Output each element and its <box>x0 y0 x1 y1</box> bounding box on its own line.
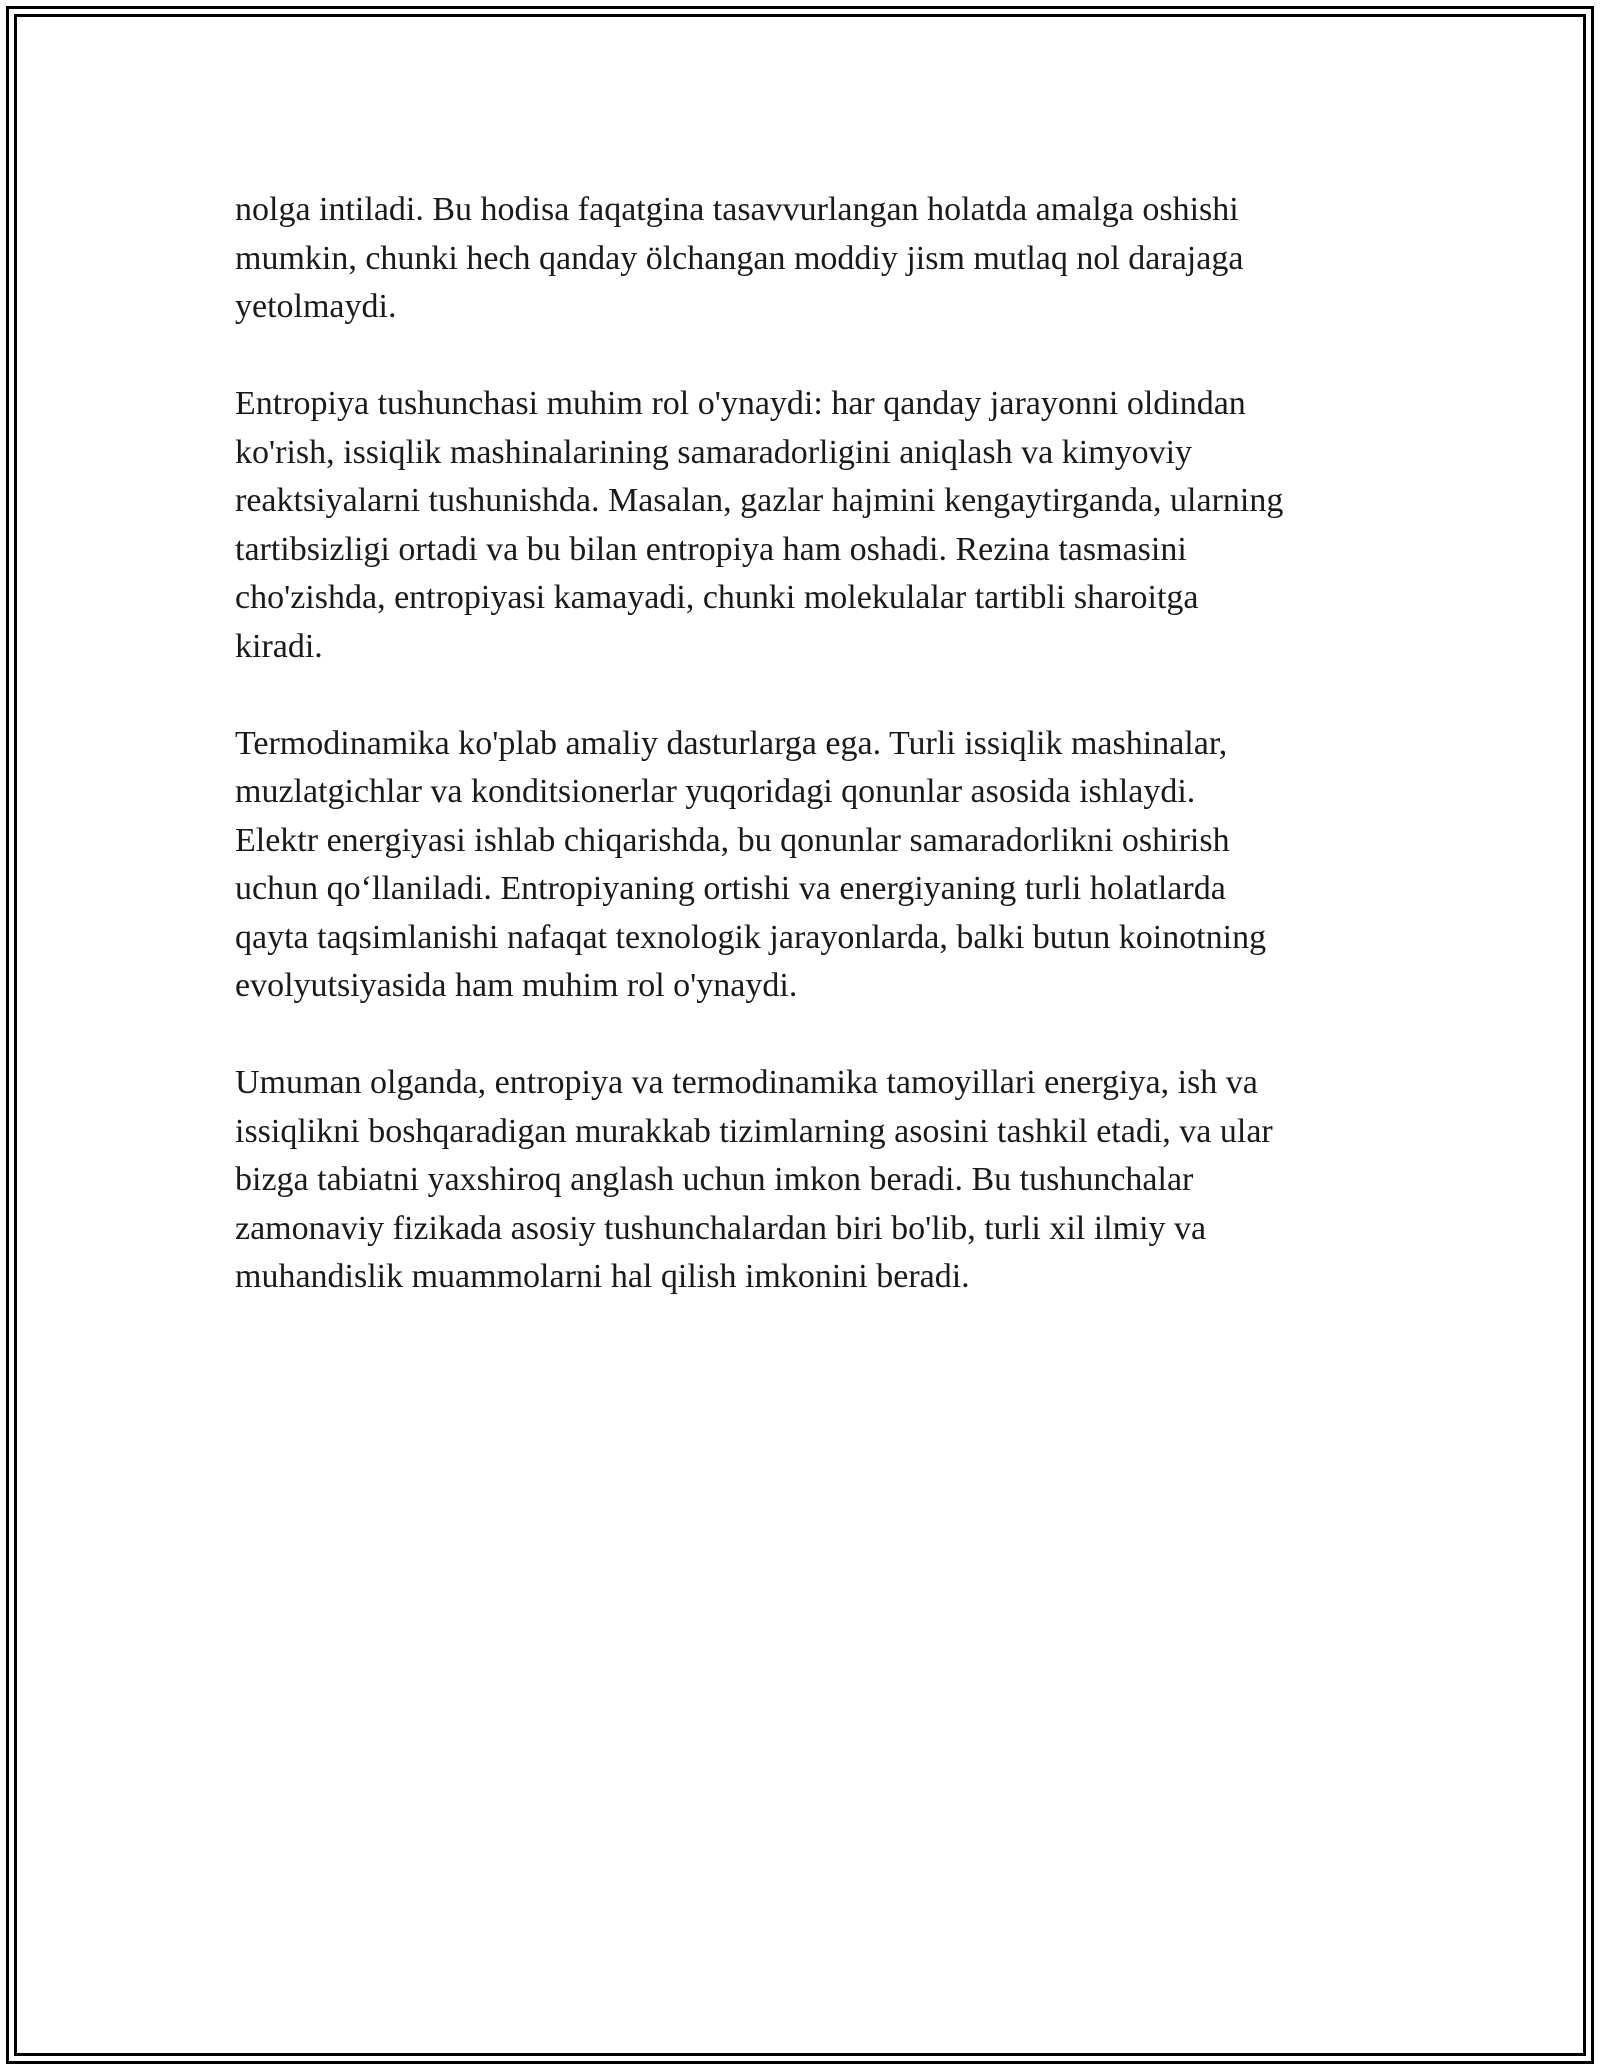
paragraph-line: reaktsiyalarni tushunishda. Masalan, gazlar hajmini kengaytirganda, ularning <box>235 482 1284 519</box>
paragraph-line: Entropiya tushunchasi muhim rol o'ynaydi: har qanday jarayonni oldindan <box>235 385 1246 422</box>
paragraph-line: yetolmaydi. <box>235 288 397 325</box>
paragraph-line: zamonaviy fizikada asosiy tushunchalardan biri bo'lib, turli xil ilmiy va <box>235 1209 1207 1247</box>
paragraph-line: evolyutsiyasida ham muhim rol o'ynaydi. <box>235 967 798 1004</box>
document-body <box>235 186 1395 1350</box>
paragraph-line: uchun qo‘llaniladi. Entropiyaning ortishi va energiyaning turli holatlarda <box>235 870 1226 907</box>
paragraph-2 <box>235 380 1395 671</box>
paragraph-line: bizga tabiatni yaxshiroq anglash uchun imkon beradi. Bu tushunchalar <box>235 1161 1194 1198</box>
paragraph-line: Elektr energiyasi ishlab chiqarishda, bu qonunlar samaradorlikni oshirish <box>235 821 1230 859</box>
paragraph-line: Termodinamika ko'plab amaliy dasturlarga ega. Turli issiqlik mashinalar, <box>235 724 1228 762</box>
paragraph-line: mumkin, chunki hech qanday ölchangan moddiy jism mutlaq nol darajaga <box>235 239 1244 277</box>
paragraph-3 <box>235 720 1395 1011</box>
paragraph-line: qayta taqsimlanishi nafaqat texnologik jarayonlarda, balki butun koinotning <box>235 918 1267 956</box>
paragraph-4 <box>235 1059 1395 1302</box>
paragraph-line: ko'rish, issiqlik mashinalarining samaradorligini aniqlash va kimyoviy <box>235 433 1193 471</box>
paragraph-1 <box>235 186 1395 332</box>
paragraph-line: muhandislik muammolarni hal qilish imkonini beradi. <box>235 1258 970 1295</box>
paragraph-line: issiqlikni boshqaradigan murakkab tizimlarning asosini tashkil etadi, va ular <box>235 1112 1273 1150</box>
paragraph-line: Umuman olganda, entropiya va termodinamika tamoyillari energiya, ish va <box>235 1064 1258 1101</box>
paragraph-line: kiradi. <box>235 627 323 665</box>
paragraph-line: nolga intiladi. Bu hodisa faqatgina tasavvurlangan holatda amalga oshishi <box>235 191 1239 228</box>
paragraph-line: tartibsizligi ortadi va bu bilan entropiya ham oshadi. Rezina tasmasini <box>235 530 1187 568</box>
paragraph-line: cho'zishda, entropiyasi kamayadi, chunki molekulalar tartibli sharoitga <box>235 579 1199 616</box>
paragraph-line: muzlatgichlar va konditsionerlar yuqoridagi qonunlar asosida ishlaydi. <box>235 773 1196 810</box>
